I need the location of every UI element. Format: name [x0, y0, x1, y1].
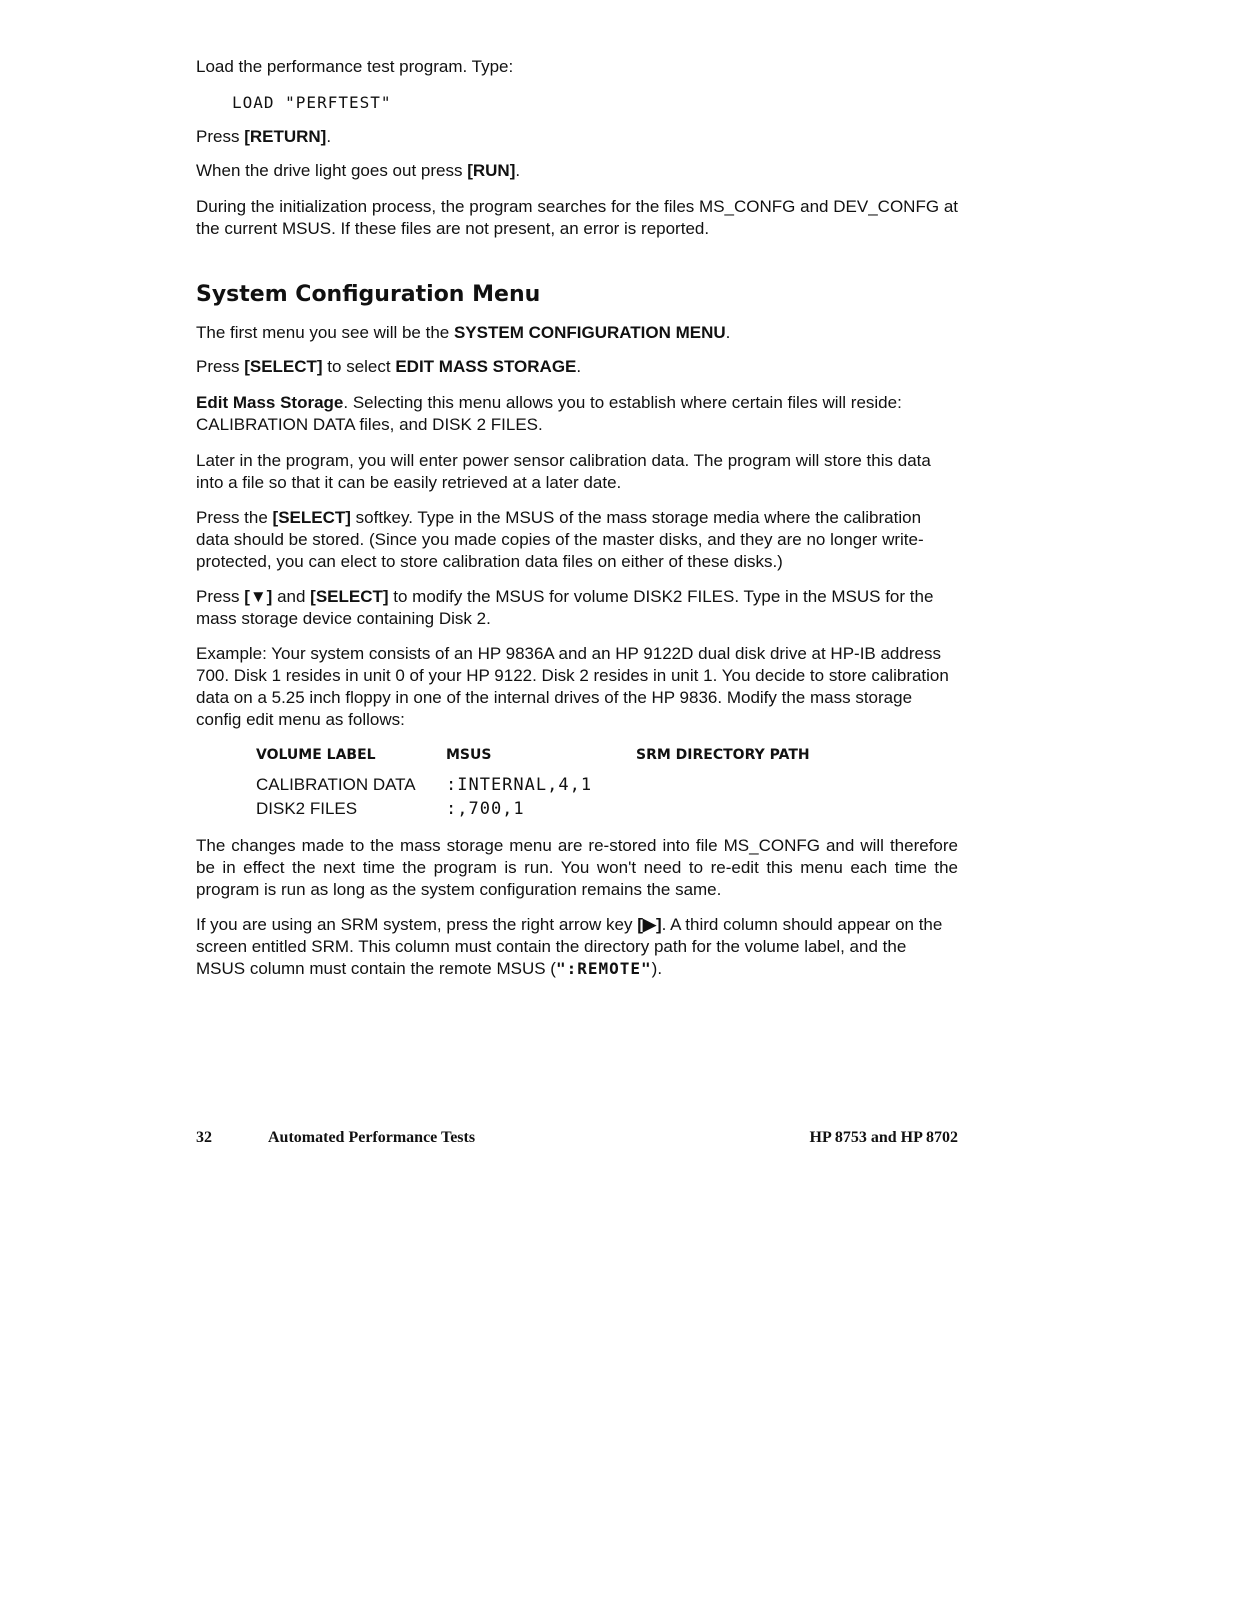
softkey-text: softkey. Type in the MSUS of the mass storage media where the calibration data should be stored. (Since you made copies of the master disks, and they are no longer write-protected, you can elect to store calibration data files on either of these disks.)	[196, 508, 924, 571]
table-row	[256, 797, 856, 821]
run-instruction	[196, 160, 958, 182]
section-heading: System Configuration Menu	[196, 282, 541, 307]
srm-paragraph	[196, 914, 958, 980]
select-key: [SELECT]	[244, 357, 323, 376]
return-instruction	[196, 126, 958, 148]
changes-paragraph: The changes made to the mass storage menu are re-stored into file MS_CONFG and will therefore be in effect the next time the program is run. You won't need to re-edit this menu each time the program is run as long as the system configuration remains the same.	[196, 836, 958, 899]
calibration-paragraph: Later in the program, you will enter power sensor calibration data. The program will store this data into a file so that it can be easily retrieved at a later date.	[196, 451, 931, 492]
select-period: .	[576, 357, 582, 376]
softkey-paragraph	[196, 507, 958, 573]
run-key: [RUN]	[467, 161, 516, 180]
edit-mass-storage-title: Edit Mass Storage	[196, 393, 344, 412]
srm-text-pre: If you are using an SRM system, press the right arrow key	[196, 915, 638, 934]
return-key: [RETURN]	[244, 127, 327, 146]
select-mid-text: to select	[322, 357, 396, 376]
select-text: Press	[196, 357, 245, 376]
first-menu-period: .	[725, 323, 731, 342]
row-srm-path	[636, 773, 856, 797]
return-period: .	[326, 127, 332, 146]
row-msus: :,700,1	[446, 799, 525, 819]
first-menu-name: SYSTEM CONFIGURATION MENU	[453, 323, 726, 342]
page-number: 32	[196, 1129, 212, 1146]
row-msus: :INTERNAL,4,1	[446, 775, 593, 795]
softkey-select-key: [SELECT]	[272, 508, 351, 527]
run-text: When the drive light goes out press	[196, 161, 468, 180]
edit-mass-storage-text: . Selecting this menu allows you to establish where certain files will reside: CALIBRATION DATA files, and DISK 2 FILES.	[196, 393, 902, 434]
disk2-select-key: [SELECT]	[310, 587, 389, 606]
example-paragraph: Example: Your system consists of an HP 9836A and an HP 9122D dual disk drive at HP-IB address 700. Disk 1 resides in unit 0 of your HP 9122. Disk 2 resides in unit 1. You decide to store calibration data on a 5.25 inch floppy in one of the internal drives of the HP 9836. Modify the mass storage config edit menu as follows:	[196, 644, 949, 729]
row-volume-label: CALIBRATION DATA	[256, 775, 416, 794]
disk2-text-pre: Press	[196, 587, 245, 606]
return-text: Press	[196, 127, 245, 146]
initialization-paragraph: During the initialization process, the program searches for the files MS_CONFG and DEV_CONFG at the current MSUS. If these files are not present, an error is reported.	[196, 197, 958, 238]
right-arrow-key: [▶]	[637, 915, 662, 934]
table-header-row	[256, 747, 856, 773]
first-menu-paragraph	[196, 322, 958, 344]
disk2-paragraph	[196, 586, 958, 630]
softkey-text-pre: Press the	[196, 508, 273, 527]
mass-storage-table	[256, 747, 856, 821]
table-row	[256, 773, 856, 797]
remote-msus-code: ":REMOTE"	[555, 959, 652, 978]
row-srm-path	[636, 797, 856, 821]
edit-mass-storage-paragraph	[196, 392, 958, 436]
load-instruction: Load the performance test program. Type:	[196, 57, 514, 76]
footer-title: Automated Performance Tests	[268, 1129, 476, 1146]
disk2-text-mid: and	[272, 587, 311, 606]
header-volume-label: VOLUME LABEL	[256, 747, 376, 763]
document-page	[196, 56, 958, 980]
footer-model: HP 8753 and HP 8702	[809, 1129, 958, 1146]
run-period: .	[515, 161, 521, 180]
header-msus: MSUS	[446, 747, 492, 763]
srm-text: . A third column should appear on the screen entitled SRM. This column must contain the directory path for the volume label, and the MSUS column must contain the remote MSUS (	[196, 915, 943, 978]
srm-text-post: ).	[651, 959, 663, 978]
load-command: LOAD "PERFTEST"	[232, 93, 392, 112]
row-volume-label: DISK2 FILES	[256, 799, 358, 818]
first-menu-text: The first menu you see will be the	[196, 323, 454, 342]
down-arrow-key: [▼]	[244, 587, 273, 606]
select-instruction	[196, 356, 958, 378]
disk2-text: to modify the MSUS for volume DISK2 FILES. Type in the MSUS for the mass storage device containing Disk 2.	[196, 587, 934, 628]
edit-mass-storage-label: EDIT MASS STORAGE	[395, 357, 577, 376]
header-srm-directory-path: SRM DIRECTORY PATH	[636, 747, 810, 763]
